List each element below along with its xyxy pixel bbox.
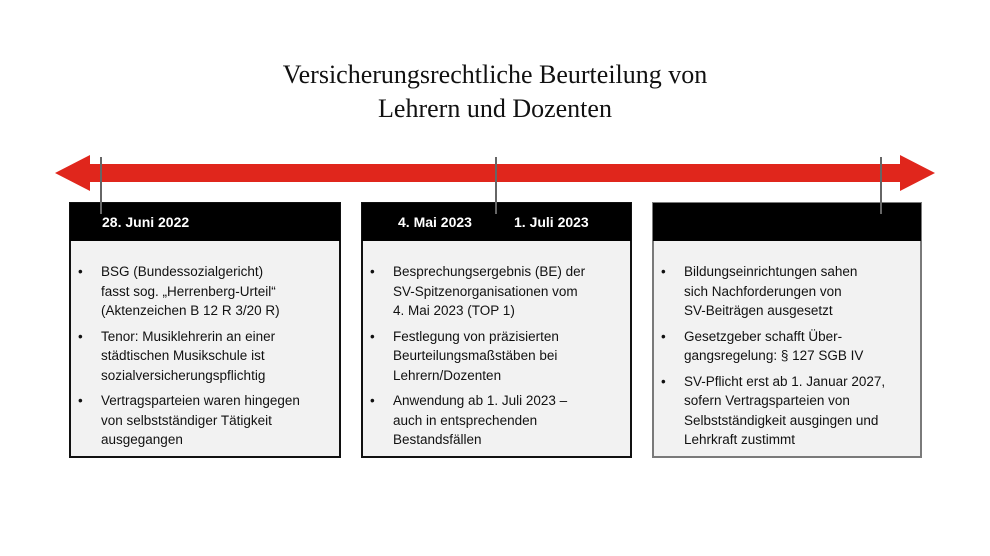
- bullet-line: • SV-Pflicht erst ab 1. Januar 2027,: [684, 373, 886, 389]
- title-line-2: Lehrern und Dozenten: [378, 94, 612, 123]
- bullet-line: sich Nachforderungen von: [684, 283, 842, 299]
- bullet-line: SV-Beiträgen ausgesetzt: [684, 303, 833, 318]
- bullet-line: (Aktenzeichen B 12 R 3/20 R): [101, 303, 280, 318]
- bullet-line: • Festlegung von präzisierten: [393, 328, 559, 344]
- bullet-line: 4. Mai 2023 (TOP 1): [393, 303, 515, 318]
- bullet-line: • BSG (Bundessozialgericht): [101, 264, 264, 279]
- bullet-line: Beurteilungsmaßstäben bei: [393, 348, 558, 363]
- bullet-line: • Gesetzgeber schafft Über-: [684, 328, 843, 344]
- bullet-line: ausgegangen: [101, 432, 183, 447]
- date-label: 4. Mai 2023: [398, 214, 472, 230]
- bullet-line: auch in entsprechenden: [393, 412, 538, 428]
- bullet-line: Bestandsfällen: [393, 432, 482, 447]
- bullet-line: gangsregelung: § 127 SGB IV: [684, 348, 864, 363]
- title-line-1: Versicherungsrechtliche Beurteilung von: [282, 60, 708, 89]
- bullet-line: Lehrern/Dozenten: [393, 367, 502, 383]
- bullet-line: • Vertragsparteien waren hingegen: [101, 393, 300, 408]
- bullet-line: von selbstständiger Tätigkeit: [101, 412, 272, 428]
- date-label: 1. Juli 2023: [514, 214, 589, 230]
- bullet-line: städtischen Musikschule ist: [101, 348, 265, 363]
- bullet-line: • Anwendung ab 1. Juli 2023 –: [393, 393, 568, 408]
- bullet-line: SV-Spitzenorganisationen vom: [393, 283, 578, 299]
- bullet-line: fasst sog. „Herrenberg-Urteil“: [101, 283, 276, 299]
- bullet-line: Lehrkraft zustimmt: [684, 432, 796, 447]
- bullet-line: sofern Vertragsparteien von: [684, 393, 850, 408]
- bullet-line: • Bildungseinrichtungen sahen: [684, 264, 858, 279]
- bullet-line: • Besprechungsergebnis (BE) der: [393, 264, 586, 279]
- date-label: 28. Juni 2022: [102, 214, 190, 230]
- bullet-line: sozialversicherungspflichtig: [101, 367, 266, 383]
- bullet-line: • Tenor: Musiklehrerin an einer: [101, 328, 276, 344]
- bullet-line: Selbstständigkeit ausgingen und: [684, 412, 879, 428]
